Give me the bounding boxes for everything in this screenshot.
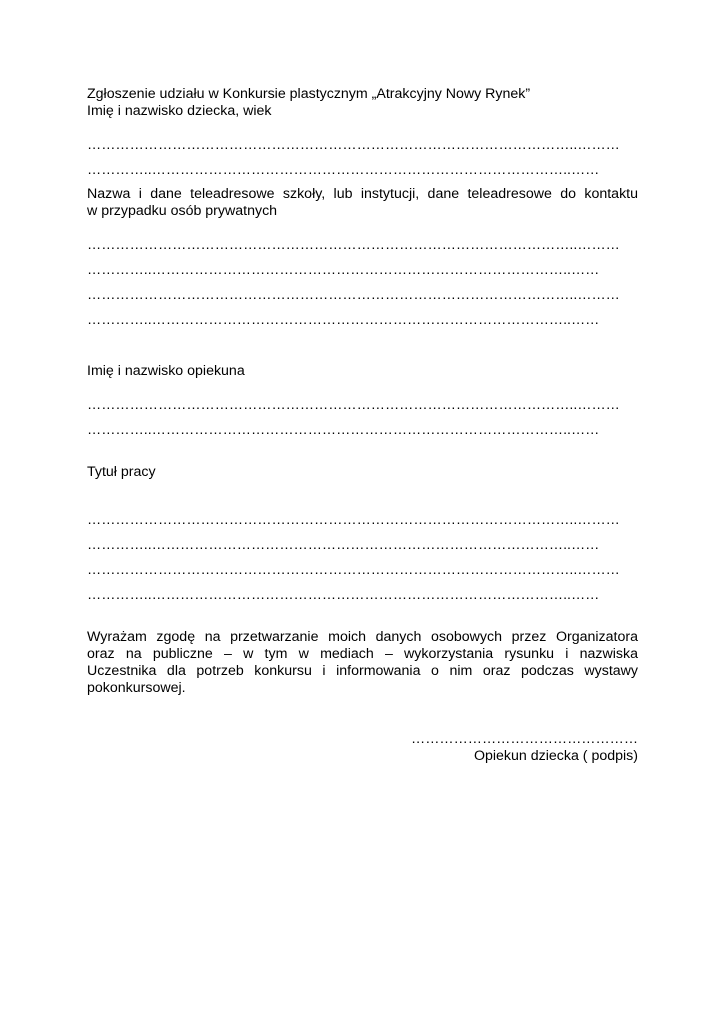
school-info-line[interactable]: …………..……………………………………………………………………………..…… (87, 312, 600, 328)
school-label-line: Nazwa i dane teleadresowe szkoły, lub instytucji, dane teleadresowe do kontaktu (87, 186, 638, 202)
child-name-label: Imię i nazwisko dziecka, wiek (87, 103, 272, 119)
artwork-title-line[interactable]: …………………………………………………………………………………………..……… (87, 512, 620, 528)
artwork-title-line[interactable]: …………………………………………………………………………………………..……… (87, 562, 620, 578)
guardian-label: Imię i nazwisko opiekuna (87, 363, 245, 379)
guardian-name-line[interactable]: …………..……………………………………………………………………………..…… (87, 422, 600, 438)
school-info-line[interactable]: …………..……………………………………………………………………………..…… (87, 262, 600, 278)
artwork-title-label: Tytuł pracy (87, 464, 156, 480)
artwork-title-line[interactable]: …………..……………………………………………………………………………..…… (87, 587, 600, 603)
child-name-line[interactable]: …………..……………………………………………………………………………..…… (87, 162, 600, 178)
signature-line[interactable]: ………………………………………… (411, 731, 638, 747)
guardian-name-line[interactable]: …………………………………………………………………………………………..……… (87, 397, 620, 413)
form-title: Zgłoszenie udziału w Konkursie plastycznym „Atrakcyjny Nowy Rynek” (87, 86, 531, 102)
consent-text-line: Uczestnika dla potrzeb konkursu i informowania o nim oraz podczas wystawy (87, 663, 638, 679)
consent-text-line: pokonkursowej. (87, 680, 186, 696)
consent-text-line: Wyrażam zgodę na przetwarzanie moich danych osobowych przez Organizatora (87, 629, 638, 645)
school-label-line: w przypadku osób prywatnych (87, 203, 278, 219)
signature-label: Opiekun dziecka ( podpis) (473, 748, 638, 764)
child-name-line[interactable]: …………………………………………………………………………………………..……… (87, 137, 620, 153)
artwork-title-line[interactable]: …………..……………………………………………………………………………..…… (87, 537, 600, 553)
consent-text-line: oraz na publiczne – w tym w mediach – wykorzystania rysunku i nazwiska (87, 646, 638, 662)
school-info-line[interactable]: …………………………………………………………………………………………..……… (87, 237, 620, 253)
school-info-line[interactable]: …………………………………………………………………………………………..……… (87, 287, 620, 303)
